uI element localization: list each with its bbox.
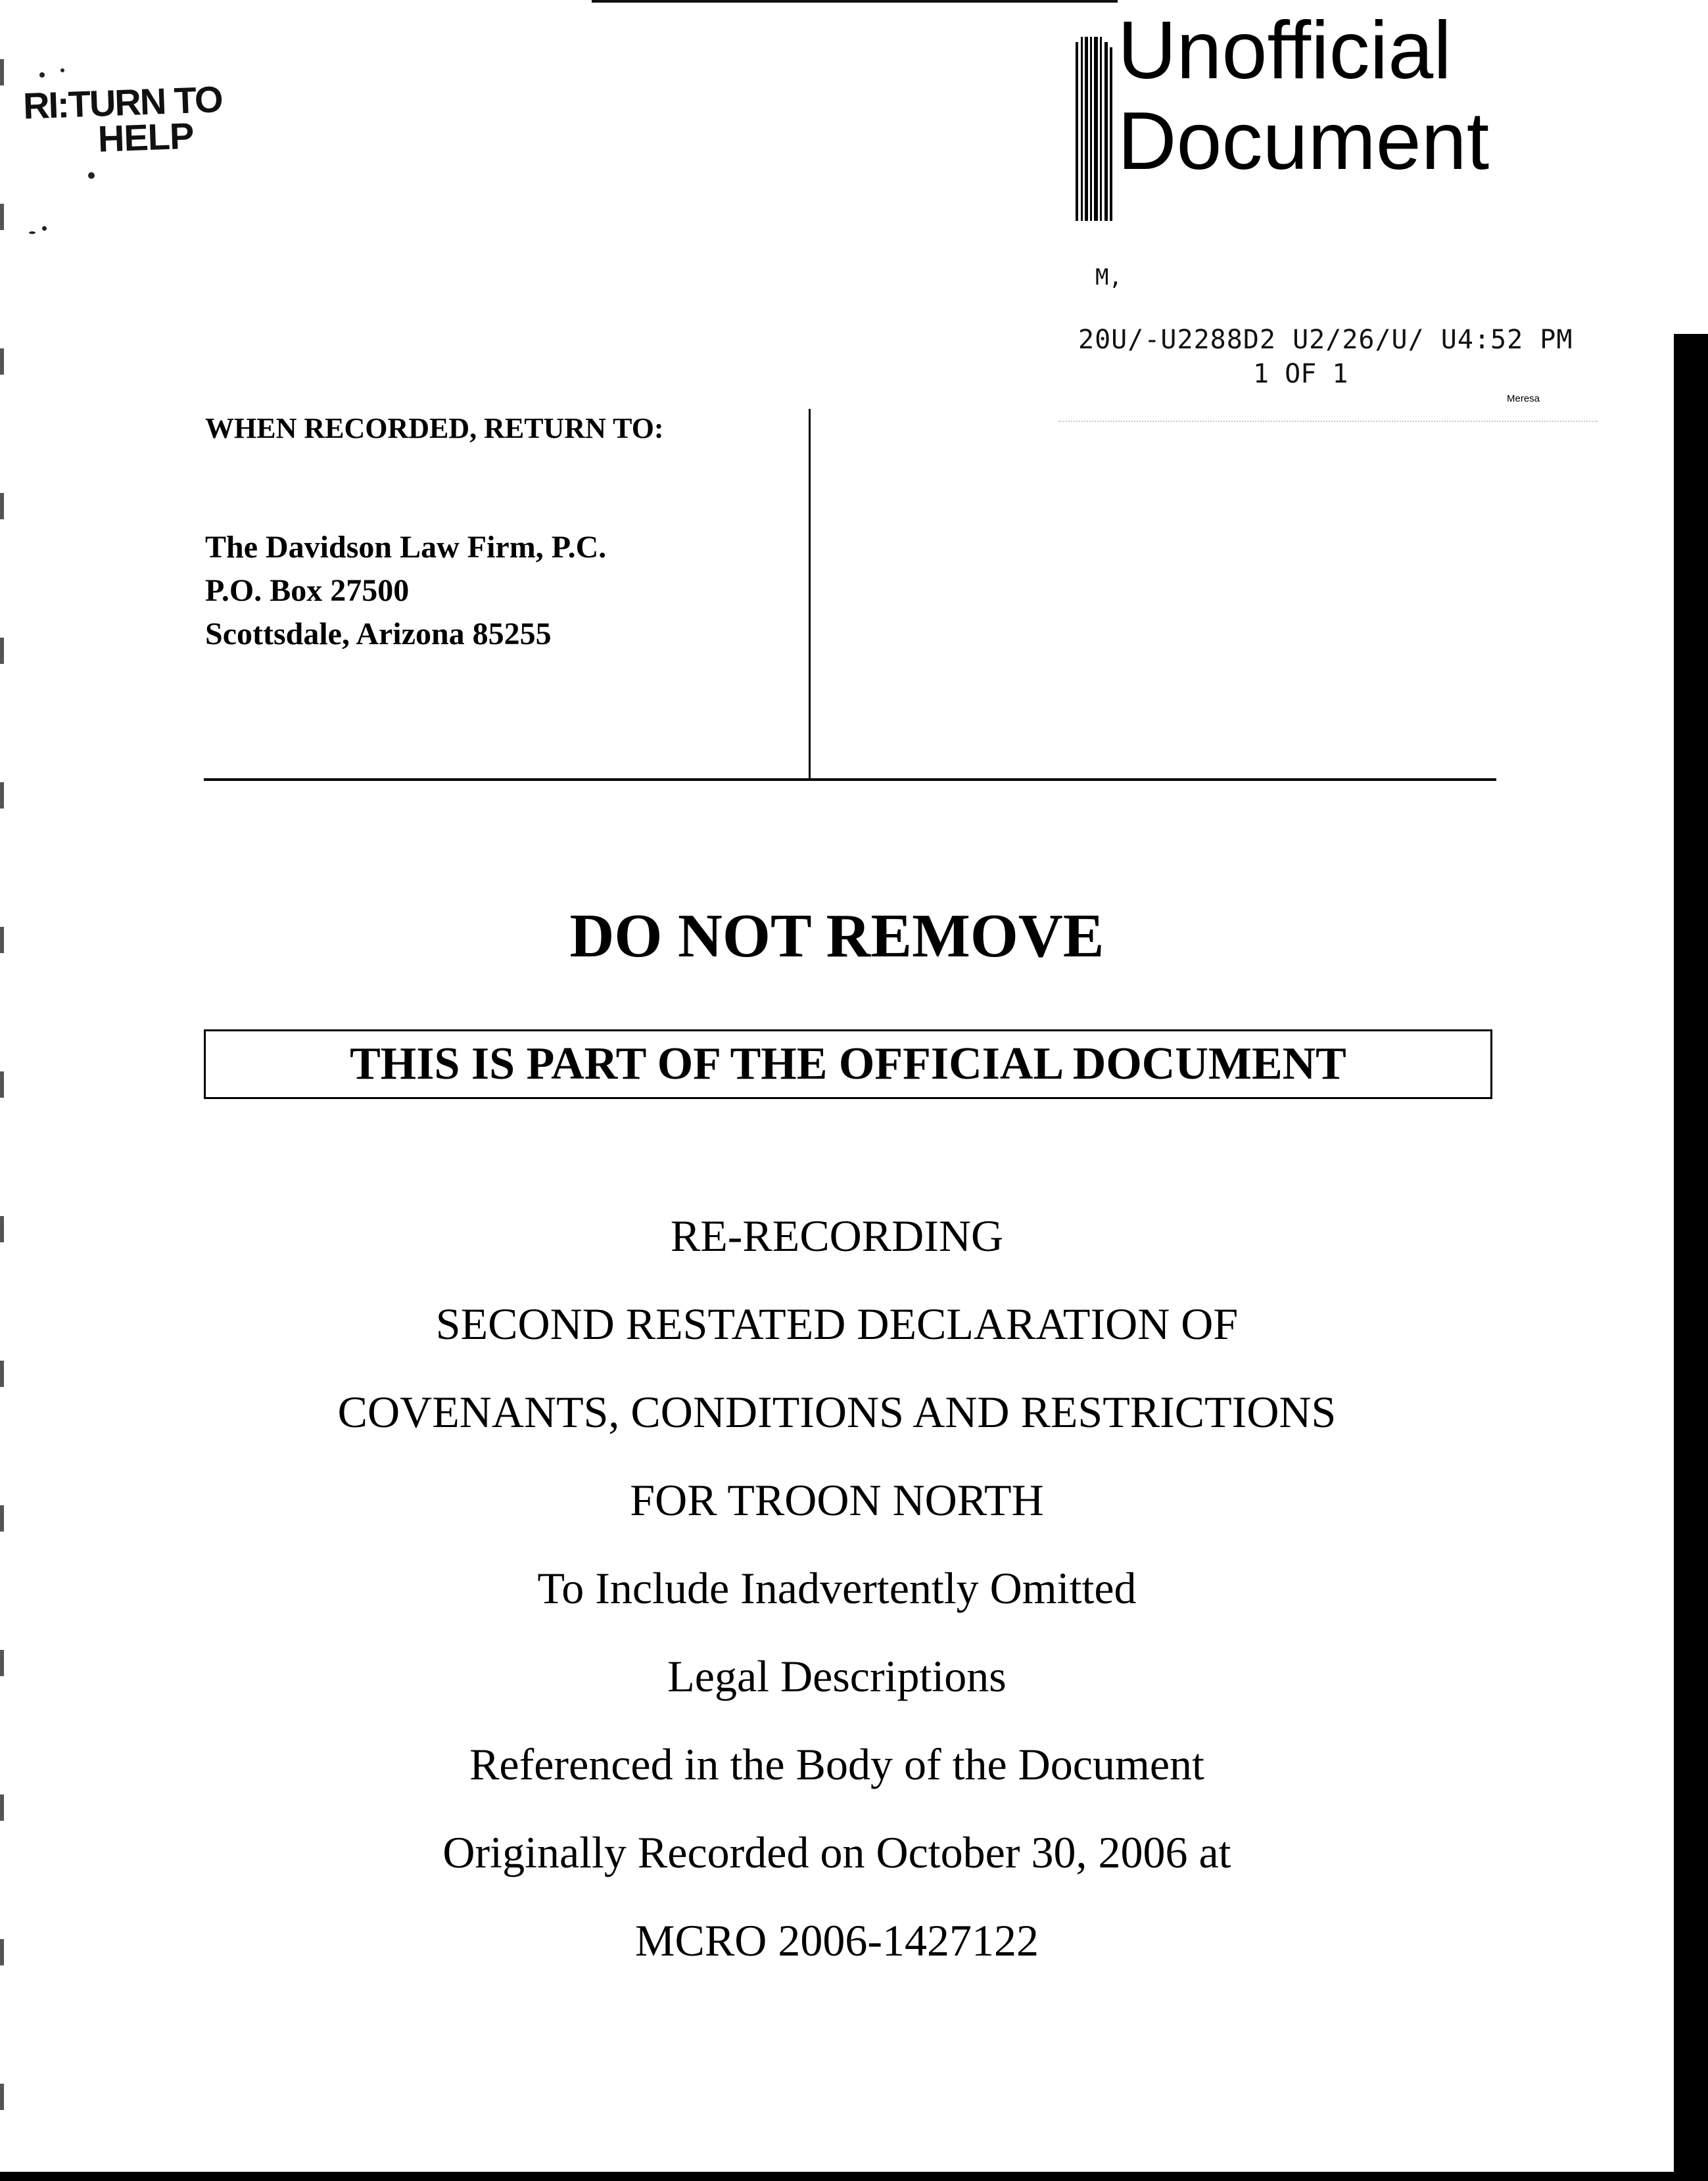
stamp-speck — [42, 226, 47, 231]
title-line: FOR TROON NORTH — [630, 1475, 1044, 1525]
stamp-line-2: HELP — [97, 114, 195, 160]
recorder-dotted-line — [1058, 421, 1598, 422]
return-to-heading: WHEN RECORDED, RETURN TO: — [205, 412, 664, 444]
stamp-speck — [88, 172, 95, 179]
recording-number: 20U/-U2288D2 U2/26/U/ U4:52 PM — [1078, 325, 1573, 355]
address-line: The Davidson Law Firm, P.C. — [205, 530, 607, 565]
do-not-remove-heading: DO NOT REMOVE — [569, 902, 1104, 970]
watermark-line-1: Unofficial — [1118, 5, 1452, 96]
return-address — [205, 526, 606, 656]
stamp-speck — [29, 231, 36, 234]
unofficial-document-watermark — [1118, 5, 1489, 187]
barcode-icon — [1076, 37, 1115, 221]
title-line: Referenced in the Body of the Document — [469, 1739, 1204, 1789]
scan-top-rule — [592, 0, 1118, 3]
title-line: Originally Recorded on October 30, 2006 at — [442, 1827, 1231, 1877]
address-divider-horizontal — [204, 778, 1496, 781]
title-line: To Include Inadvertently Omitted — [537, 1563, 1137, 1613]
title-line: COVENANTS, CONDITIONS AND RESTRICTIONS — [337, 1387, 1337, 1437]
title-line: RE-RECORDING — [670, 1211, 1004, 1261]
stamp-line-1: RI:TURN TO — [22, 78, 223, 127]
scan-right-edge — [1674, 334, 1708, 2181]
watermark-line-2: Document — [1118, 96, 1490, 187]
address-divider-vertical — [809, 409, 811, 780]
official-document-box — [204, 1029, 1492, 1099]
scan-bottom-edge — [0, 2172, 1674, 2181]
stamp-speck — [39, 72, 45, 78]
recorder-clerk: Meresa — [1507, 393, 1540, 404]
address-line: P.O. Box 27500 — [205, 573, 410, 608]
official-document-notice: THIS IS PART OF THE OFFICIAL DOCUMENT — [350, 1039, 1346, 1089]
recorder-mark: M, — [1095, 264, 1122, 291]
title-line: Legal Descriptions — [667, 1651, 1007, 1701]
title-line: MCRO 2006-1427122 — [635, 1915, 1039, 1965]
address-line: Scottsdale, Arizona 85255 — [205, 617, 552, 651]
document-title — [0, 1203, 1674, 1996]
recording-page-count: 1 OF 1 — [1253, 359, 1348, 389]
return-to-stamp — [22, 80, 275, 159]
title-line: SECOND RESTATED DECLARATION OF — [435, 1299, 1239, 1349]
stamp-speck — [60, 68, 64, 72]
